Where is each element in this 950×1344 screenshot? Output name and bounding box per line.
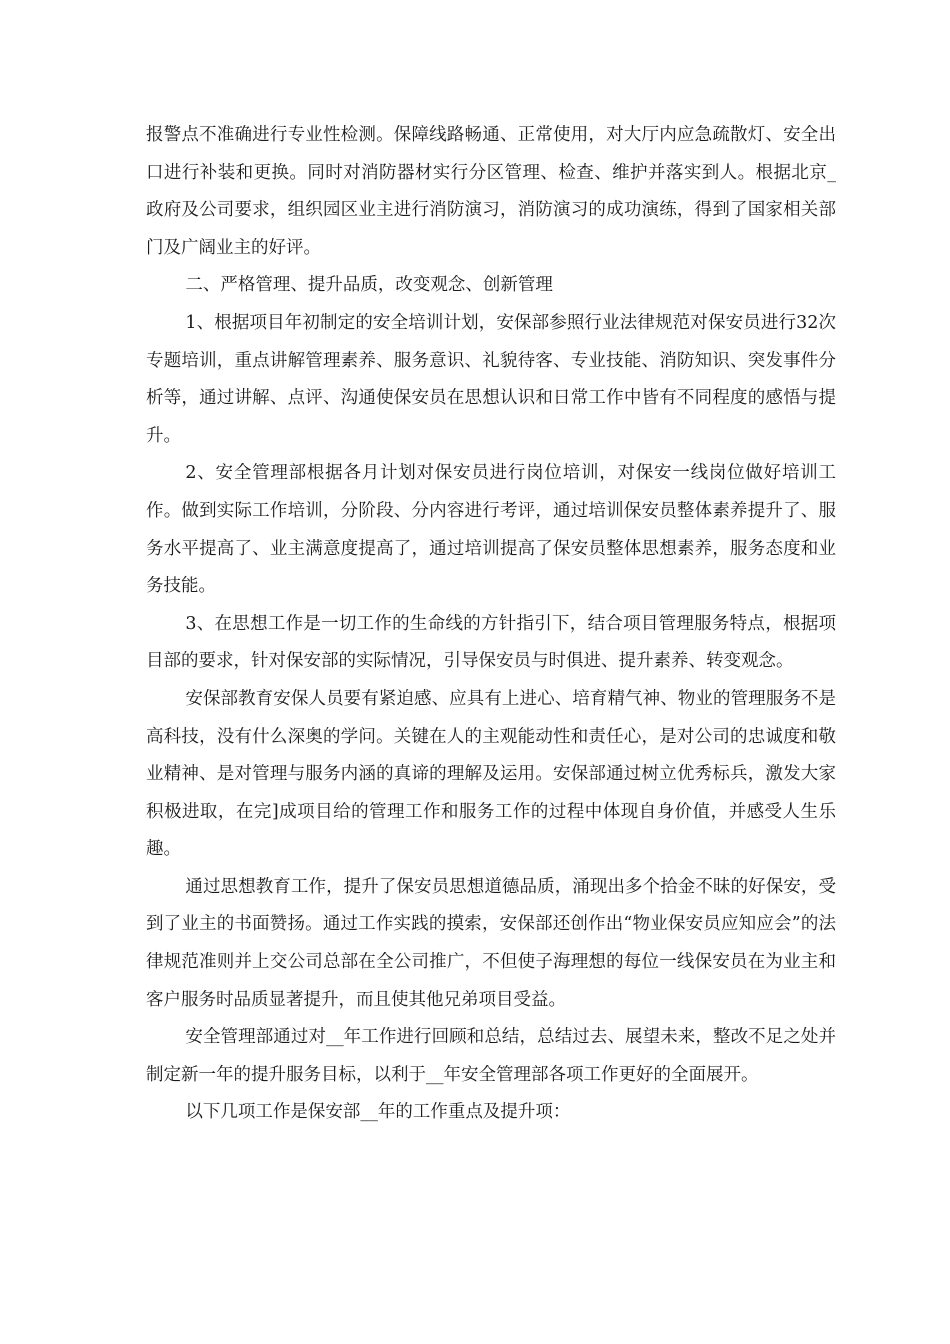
paragraph: 安全管理部通过对__年工作进行回顾和总结，总结过去、展望未来，整改不足之处并制定新一年的提升服务目标，以利于__年安全管理部各项工作更好的全面展开。 xyxy=(146,1027,836,1085)
paragraph: 以下几项工作是保安部__年的工作重点及提升项： xyxy=(185,1102,571,1123)
paragraph: 安保部教育安保人员要有紧迫感、应具有上进心、培育精气神、物业的管理服务不是高科技，没有什么深奥的学问。关键在人的主观能动性和责任心，是对公司的忠诚度和敬业精神、是对管理与服务内涵的真谛的理解及运用。安保部通过树立优秀标兵，激发大家积极进取，在完]成项目给的管理工作和服务工作的过程中体现自身价值，并感受人生乐趣。 xyxy=(146,688,836,860)
paragraph: 报警点不准确进行专业性检测。保障线路畅通、正常使用，对大厅内应急疏散灯、安全出口进行补装和更换。同时对消防器材实行分区管理、检查、维护并落实到人。根据北京_政府及公司要求，组织园区业主进行消防演习，消防演习的成功演练，得到了国家相关部门及广阔业主的好评。 xyxy=(146,125,836,258)
paragraph: 3、在思想工作是一切工作的生命线的方针指引下，结合项目管理服务特点，根据项目部的要求，针对保安部的实际情况，引导保安员与时俱进、提升素养、转变观念。 xyxy=(146,613,836,672)
document-body xyxy=(146,117,836,1132)
section-heading: 二、严格管理、提升品质，改变观念、创新管理 xyxy=(185,275,553,296)
paragraph: 2、安全管理部根据各月计划对保安员进行岗位培训，对保安一线岗位做好培训工作。做到实际工作培训，分阶段、分内容进行考评，通过培训保安员整体素养提升了、服务水平提高了、业主满意度提高了，通过培训提高了保安员整体思想素养，服务态度和业务技能。 xyxy=(146,463,836,597)
paragraph: 通过思想教育工作，提升了保安员思想道德品质，涌现出多个拾金不昧的好保安，受到了业主的书面赞扬。通过工作实践的摸索，安保部还创作出“物业保安员应知应会”的法律规范准则并上交公司总部在全公司推广，不但使子海理想的每位一线保安员在为业主和客户服务时品质显著提升，而且使其他兄弟项目受益。 xyxy=(146,876,836,1010)
paragraph: 1、根据项目年初制定的安全培训计划，安保部参照行业法律规范对保安员进行32次专题培训，重点讲解管理素养、服务意识、礼貌待客、专业技能、消防知识、突发事件分析等，通过讲解、点评、沟通使保安员在思想认识和日常工作中皆有不同程度的感悟与提升。 xyxy=(146,312,836,446)
